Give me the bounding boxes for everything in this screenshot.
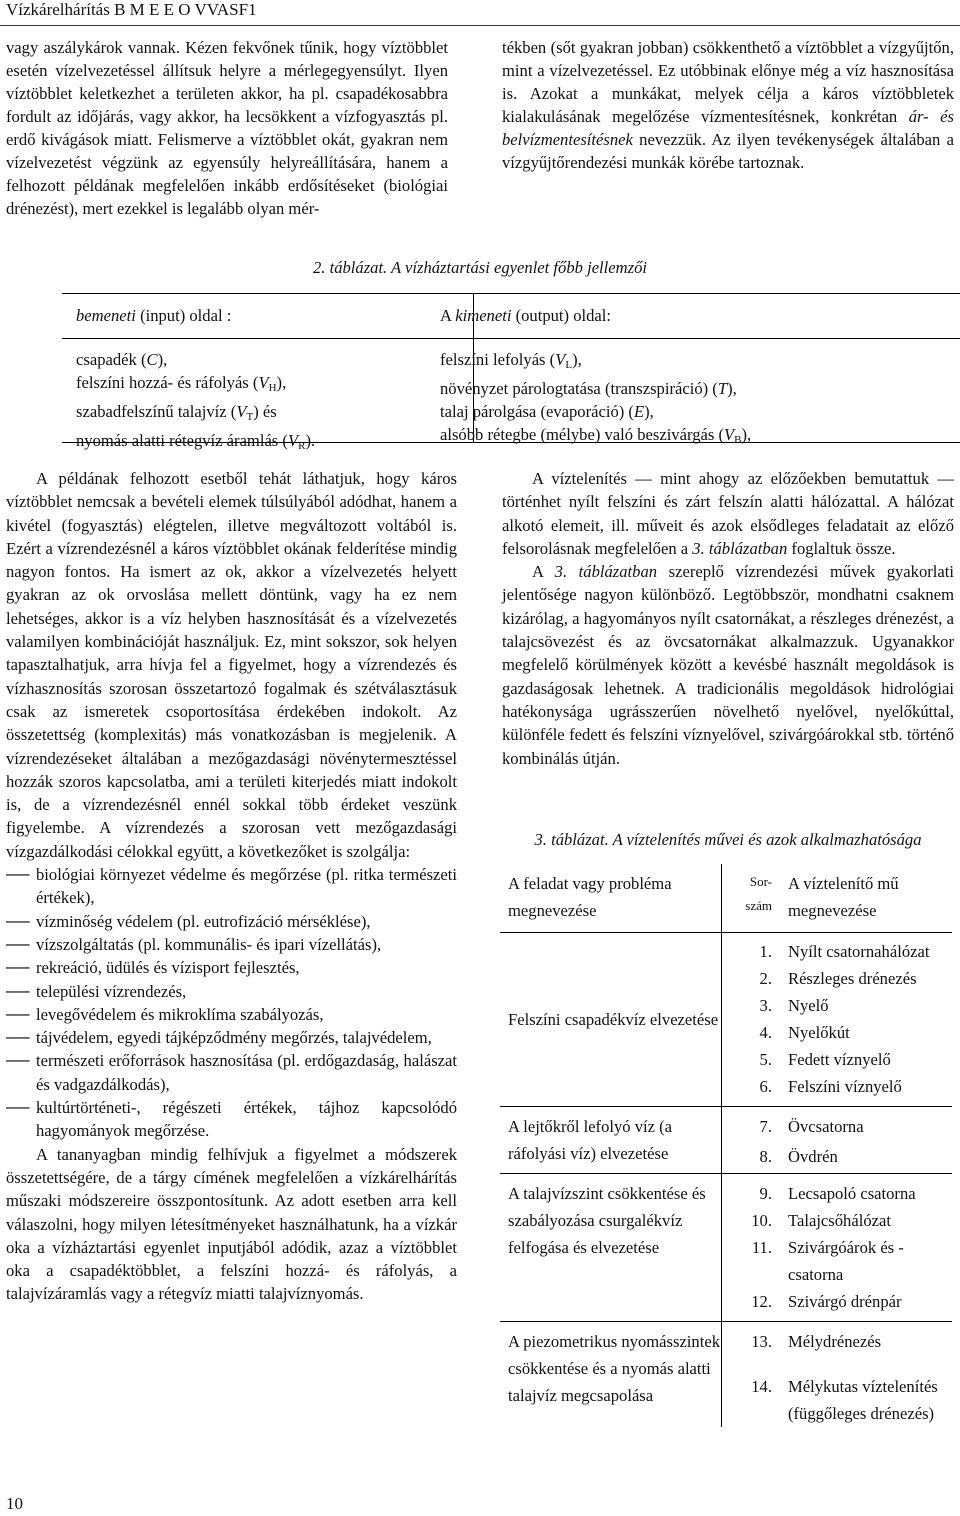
task-cell: A piezometrikus nyomásszintek csökkentése és a nyomás alatti talajvíz megcsapolása <box>500 1322 722 1428</box>
paragraph: vagy aszálykárok vannak. Kézen fekvőnek tűnik, hogy víztöbblet esetén vízelvezetéssel állítsuk helyre a mérlegegyensúlyt. Ilyen víztöbblet keletkezhet a területen akkor, ha pl. csapadékosabbra fordult az időjárás, vagy akkor, ha lecsökkent a vízfogyasztás pl. erdő kivágások miatt. Felismerve a víztöbblet okát, gyakran nem vízelvezetést végzünk az egyensúly helyreállítására, hanem a felhozott példának megfelelően inkább erdősítéseket (biológiai drénezést), mert ezekkel is legalább olyan mér- <box>6 38 448 218</box>
output-list <box>440 348 751 452</box>
work-name-cell: Részleges drénezés <box>788 969 917 988</box>
table-2 <box>62 293 960 452</box>
row-number-cell: 10. <box>751 1211 772 1230</box>
work-name-cell: Felszíni víznyelő <box>788 1077 902 1096</box>
work-name-cell: Nyílt csatornahálózat <box>788 942 930 961</box>
output-side-header: A kimeneti (output) oldal: <box>440 306 612 325</box>
row-number-cell: 8. <box>759 1147 772 1167</box>
work-name-cell: Nyelő <box>788 996 829 1015</box>
row-number-cell: 9. <box>722 1174 781 1208</box>
row-number-cell: 14. <box>751 1377 772 1396</box>
text-column-bottom-right <box>502 467 954 770</box>
table-3 <box>500 864 952 1427</box>
input-item: szabadfelszínű talajvíz $(V_T)$ és <box>76 402 277 423</box>
work-name-cell: Lecsapoló csatorna <box>780 1174 952 1208</box>
output-item: felszíni lefolyás $(V_L)$, <box>440 350 582 371</box>
text-column-top-right <box>502 36 954 174</box>
purpose-list <box>6 863 457 1143</box>
row-number-cell: 4. <box>759 1023 772 1042</box>
work-name-cell: Mélykutas víztelenítés (függőleges drénezés) <box>788 1377 938 1423</box>
paragraph: A tananyagban mindig felhívjuk a figyelmet a módszerek összetettségére, de a tárgy címének megfelelően a vízkárelhárítás műszaki módszereire összpontosítunk. Az adott esetben arra kell válaszolni, hogy milyen létesítményeket használhatunk, ha a vízkár oka a vízháztartási egyenlet inputjából adódik, azaz a víztöbblet oka a csapadéktöbblet, a felszíni hozzá- és ráfolyás, a talajvízáramlás vagy a rétegvíz miatti talajvíznyomás. <box>6 1144 457 1304</box>
list-item: ── vízminőség védelem (pl. eutrofizáció mérséklése), <box>6 911 371 931</box>
task-cell: A talajvízszint csökkentése és szabályozása csurgalékvíz felfogása és elvezetése <box>500 1174 722 1322</box>
list-item: ── levegővédelem és mikroklíma szabályozás, <box>6 1004 324 1024</box>
row-number-cell: 13. <box>722 1322 781 1356</box>
input-side-header: bemeneti (input) oldal : <box>76 306 232 325</box>
paragraph: A 3. táblázatban szereplő vízrendezési művek gyakorlati jelentősége nagyon különböző. Legtöbbször, mondhatni csaknem kizárólag, a hagyományos nyílt csatornákat, a részleges drénezést, a talajcsövezést és az övcsatornákat alkalmazzuk. Ugyanakkor megfelelő körülmények között a kevésbé használt megoldások is gazdaságosak lehetnek. A tradicionális megoldások hidrológiai hatékonysága ugrásszerűen növelhető nyelővel, nyelőkúttal, különféle fedett és felszíni víznyelővel, szivárgóárokkal stb. történő kombinálás útján. <box>502 562 954 768</box>
header-task: A feladat vagy probléma megnevezése <box>500 864 722 933</box>
row-number-cell: 5. <box>759 1050 772 1069</box>
table-rule <box>62 293 960 294</box>
work-name-cell: Szivárgó drénpár <box>788 1292 902 1311</box>
page-number: 10 <box>6 1494 23 1513</box>
table-3-caption: 3. táblázat. A víztelenítés művei és azok alkalmazhatósága <box>534 830 922 849</box>
list-item: ── tájvédelem, egyedi tájképződmény megőrzés, talajvédelem, <box>6 1028 432 1048</box>
list-item: ── biológiai környezet védelme és megőrzése (pl. ritka természeti értékek), <box>6 865 457 908</box>
header-rule <box>0 25 960 26</box>
input-item: felszíni hozzá- és ráfolyás $(V_H)$, <box>76 373 287 394</box>
input-item: nyomás alatti rétegvíz áramlás $(V_R)$. <box>76 431 316 452</box>
header-number: Sor- szám <box>722 864 781 933</box>
task-cell: Felszíni csapadékvíz elvezetése <box>500 933 722 1107</box>
output-item: alsóbb rétegbe (mélybe) való beszivárgás $(V_B)$, <box>440 425 752 446</box>
list-item: ── vízszolgáltatás (pl. kommunális- és ipari vízellátás), <box>6 934 382 954</box>
paragraph: A víztelenítés — mint ahogy az előzőekben bemutattuk — történhet nyílt felszíni és zárt felszín alatti hálózattal. A hálózat alkotó elemeit, ill. műveit és azok elsődleges feladatait az előző felsorolásnak megfelelően a 3. táblázatban foglaltuk össze. <box>502 469 954 558</box>
paragraph: tékben (sőt gyakran jobban) csökkenthető a víztöbblet a vízgyűjtőn, mint a vízelvezetéssel. Ez utóbbinak előnye még a víz hasznosítása is. Azokat a munkákat, melyek célja a káros víztöbbletek kialakulásának megelőzése vízmentesítésnek, konkrétan ár- és belvízmentesítésnek nevezzük. Az ilyen tevékenységek általában a vízgyűjtőrendezési munkák körébe tartoznak. <box>502 38 955 172</box>
row-number-cell: 1. <box>759 942 772 961</box>
task-cell: A lejtőkről lefolyó víz (a ráfolyási víz) elvezetése <box>500 1107 722 1174</box>
input-list <box>76 348 315 458</box>
row-number-cell: 12. <box>751 1292 772 1311</box>
row-number-cell: 11. <box>751 1238 772 1257</box>
running-header: Vízkárelhárítás B M E E O VVASF1 <box>6 0 257 19</box>
table-row <box>500 933 952 966</box>
output-item: talaj párolgása (evaporáció) (E), <box>440 402 654 421</box>
row-number-cell: 6. <box>759 1077 772 1096</box>
input-item: csapadék (C), <box>76 350 168 369</box>
table-2-caption: 2. táblázat. A vízháztartási egyenlet főbb jellemzői <box>312 258 647 277</box>
row-number-cell: 3. <box>759 996 772 1015</box>
table-header-row <box>500 864 952 933</box>
list-item: ── kultúrtörténeti-, régészeti értékek, tájhoz kapcsolódó hagyományok megőrzése. <box>6 1098 457 1141</box>
output-item: növényzet párologtatása (transzspiráció) (T), <box>440 379 737 398</box>
table-row <box>500 1107 952 1144</box>
work-name-cell: Övdrén <box>788 1147 838 1167</box>
list-item: ── rekreáció, üdülés és vízisport fejlesztés, <box>6 958 300 978</box>
table-rule <box>62 338 960 339</box>
work-name-cell: Nyelőkút <box>788 1023 850 1042</box>
text-column-top-left <box>6 36 448 220</box>
text-column-bottom-left <box>6 467 457 1306</box>
work-name-cell: Fedett víznyelő <box>788 1050 891 1069</box>
work-name-cell: Mélydrénezés <box>780 1322 952 1356</box>
row-number-cell: 2. <box>759 969 772 988</box>
paragraph: A példának felhozott esetből tehát láthatjuk, hogy káros víztöbblet nemcsak a bevételi elemek túlsúlyából adódhat, hanem a kivétel (fogyasztás) elégtelen, illetve megváltozott voltából is. Ezért a vízrendezésnél a káros víztöbblet okának felderítése mindig nagyon fontos. Ha ismert az ok, akkor a vízelvezetés helyett gyakran az ok orvoslása mellett döntünk, vagy ha ez nem lehetséges, akkor is a víz helyben hasznosítását és a vízelvezetés valamilyen kombinációját használjuk. Ez, mint sokszor, sok helyen tapasztalhatjuk, arra hívja fel a figyelmet, hogy a vízrendezés és vízhasznosítás szorosan összetartozó fogalmak és szétválasztásuk csak az ismeretek csoportosítása érdekében indokolt. Az összetettség (komplexitás) más vonatkozásban is megjelenik. A vízrendezéseket általában a mezőgazdasági növénytermesztéssel hozzák szoros kapcsolatba, ami a területi kiterjedés miatt indokolt is, de a vízrendezésnél ennél sokkal több érdeket veszünk figyelembe. A vízrendezés a szorosan vett mezőgazdasági vízgazdálkodási célokkal együtt, a következőket is szolgálja: <box>6 469 457 861</box>
list-item: ── természeti erőforrások hasznosítása (pl. erdőgazdaság, halászat és vadgazdálkodás), <box>6 1051 457 1094</box>
row-number-cell: 7. <box>722 1107 781 1144</box>
list-item: ── települési vízrendezés, <box>6 981 187 1001</box>
table-row <box>500 1174 952 1208</box>
table-row <box>500 1322 952 1356</box>
work-name-cell: Talajcsőhálózat <box>788 1211 891 1230</box>
work-name-cell: Szivárgóárok és - csatorna <box>788 1238 904 1284</box>
header-work: A víztelenítő mű megnevezése <box>780 864 952 933</box>
work-name-cell: Övcsatorna <box>780 1107 952 1144</box>
